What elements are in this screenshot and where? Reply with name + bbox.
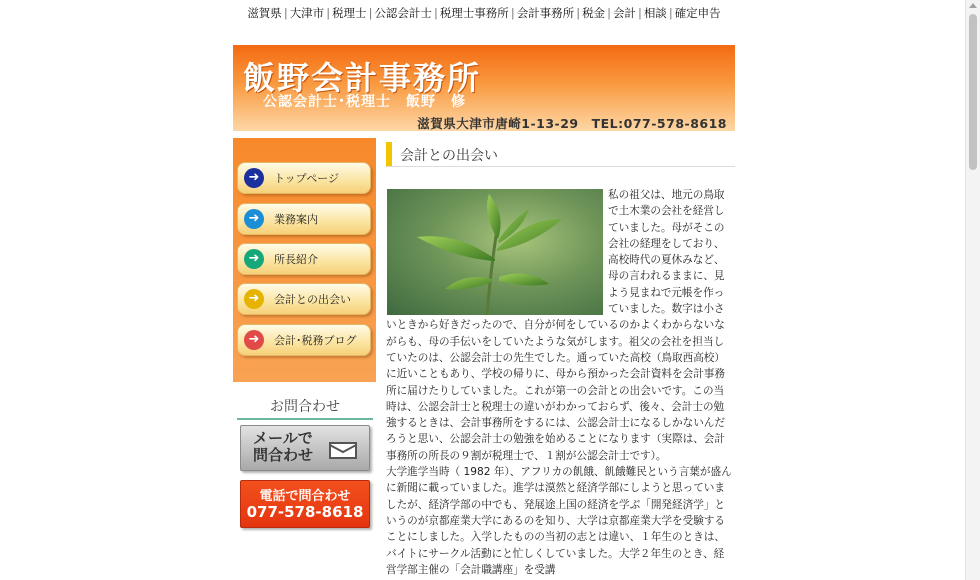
sidebar-item-label: 所長紹介	[274, 253, 318, 266]
sidebar-item-label: 業務案内	[274, 213, 318, 226]
arrow-right-icon: ➜	[244, 209, 264, 229]
topnav-separator: |	[368, 6, 373, 20]
arrow-right-icon: ➜	[244, 330, 264, 350]
sidebar-item-label: トップページ	[274, 172, 340, 185]
article-paragraph: 大学進学当時（ 1982 年）、アフリカの飢餓、飢餓難民という言葉が盛んに新聞に載っていました。進学は漠然と経済学部にしようと思っていましたが、経済学部の中でも、発展途上国の経済を学ぶ「開発経済学」というのが京都産業大学にあるのを知り、大学は京都産業大学を受験することにしました。入学したものの当初の志とは違い、１年生のときは、バイトにサークル活動にと忙しくしていました。大学２年生のとき、経営学部主催の「会計職講座」を受講	[386, 466, 732, 576]
site-title[interactable]: 飯野会計事務所	[243, 59, 482, 97]
page-heading	[386, 142, 735, 167]
topnav-separator: |	[510, 6, 515, 20]
phone-inquiry-label: 電話で問合わせ	[259, 489, 351, 504]
topnav-item[interactable]: 税理士	[332, 6, 367, 20]
site-address: 滋賀県大津市唐崎1-13-29 TEL:077-578-8618	[417, 116, 727, 131]
scroll-up-arrow-icon[interactable]	[969, 3, 977, 8]
heading-accent-bar	[386, 142, 392, 166]
sidebar-item-director[interactable]	[237, 243, 371, 275]
phone-number: 077-578-8618	[246, 503, 364, 521]
site-banner	[233, 45, 735, 131]
top-keyword-nav	[233, 6, 735, 21]
sidebar-item-label: 会計･税務ブログ	[274, 334, 357, 347]
topnav-separator: |	[668, 6, 673, 20]
topnav-item[interactable]: 滋賀県	[247, 6, 282, 20]
sidebar-nav	[233, 138, 376, 382]
article-body	[386, 187, 732, 578]
arrow-right-icon: ➜	[244, 289, 264, 309]
topnav-item[interactable]: 税理士事務所	[439, 6, 509, 20]
topnav-separator: |	[576, 6, 581, 20]
phone-inquiry-button[interactable]	[240, 480, 370, 528]
mail-inquiry-label: メールで 問合わせ	[253, 429, 314, 464]
arrow-right-icon: ➜	[244, 249, 264, 269]
topnav-item[interactable]: 税金	[582, 6, 606, 20]
topnav-separator: |	[637, 6, 642, 20]
topnav-separator: |	[433, 6, 438, 20]
envelope-icon	[329, 442, 357, 459]
mail-inquiry-button[interactable]	[240, 425, 370, 471]
topnav-item[interactable]: 大津市	[289, 6, 325, 20]
sidebar-item-encounter[interactable]	[237, 283, 371, 315]
contact-heading: お問合わせ	[237, 396, 373, 420]
page	[233, 0, 735, 580]
sidebar-item-top-page[interactable]	[237, 162, 371, 194]
sidebar-item-label: 会計との出会い	[274, 293, 351, 306]
vertical-scrollbar[interactable]	[965, 0, 980, 580]
site-subtitle: 公認会計士･税理士 飯野 修	[263, 94, 466, 110]
topnav-item[interactable]: 会計事務所	[516, 6, 575, 20]
page-title: 会計との出会い	[400, 148, 498, 164]
arrow-right-icon: ➜	[244, 168, 264, 188]
sidebar-item-blog[interactable]	[237, 324, 371, 356]
scrollbar-thumb[interactable]	[969, 14, 977, 170]
topnav-item[interactable]: 公認会計士	[374, 6, 432, 20]
topnav-item[interactable]: 確定申告	[674, 6, 721, 20]
topnav-separator: |	[607, 6, 611, 20]
article-paragraph: 私の祖父は、地元の鳥取で土木業の会社を経営していました。母がそこの会社の経理をしており、高校時代の夏休みなど、母の言われるままに、見よう見まねで元帳を作っていました。数字は小さいときから好きだったので、自分が何をしているのかよくわからないながらも、母の手伝いをしていたような気がします。祖父の会社を担当していたのは、公認会計士の先生でした。通っていた高校（鳥取西高校）に近いこともあり、学校の帰りに、母から預かった会計資料を会計事務所に届けたりしていました。これが第一の会計との出会いです。この当時は、公認会計士と税理士の違いがわかっておらず、後々、会計士の勉強するときは、会計事務所をするには、公認会計士になるしかないんだろうと思い、公認会計士の勉強を始めることになります（実際は、会計事務所の所長の９割が税理士で、１割が公認会計士です）。	[386, 189, 725, 462]
topnav-item[interactable]: 相談	[643, 6, 667, 20]
sidebar-item-services[interactable]	[237, 203, 371, 235]
topnav-separator: |	[283, 6, 288, 20]
topnav-item[interactable]: 会計	[612, 6, 636, 20]
topnav-separator: |	[326, 6, 331, 20]
